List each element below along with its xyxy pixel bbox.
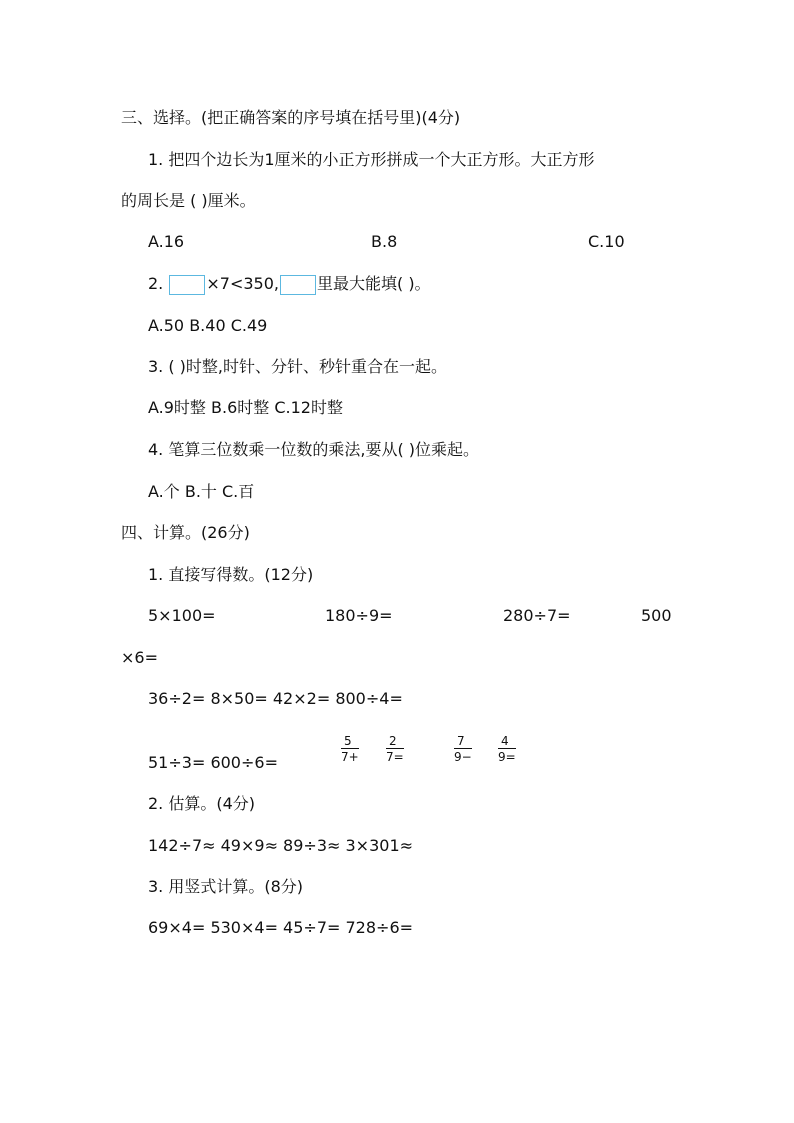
q1-option-b: B.8 (371, 232, 398, 251)
p3-row: 69×4= 530×4= 45÷7= 728÷6= (148, 918, 414, 937)
fraction-2-denominator: 7= (386, 750, 404, 764)
fraction-1 (341, 734, 359, 764)
q1-line2: 的周长是 ( )厘米。 (121, 191, 256, 210)
p1-row1-item4: 500 (641, 606, 672, 625)
p1-title: 1. 直接写得数。(12分) (148, 565, 314, 584)
q2-line (148, 274, 431, 295)
p1-row1-item3: 280÷7= (503, 606, 571, 625)
q2-part1: ×7<350, (206, 274, 279, 293)
fraction-1-denominator: 7+ (341, 750, 359, 764)
p1-row3: 51÷3= 600÷6= (148, 753, 278, 772)
q1-option-a: A.16 (148, 232, 185, 251)
q2-blank-box-1[interactable] (169, 275, 205, 295)
p3-title: 3. 用竖式计算。(8分) (148, 877, 304, 896)
fraction-2 (386, 734, 404, 764)
fraction-1-numerator: 5 (344, 734, 352, 748)
fraction-4 (498, 734, 516, 764)
q3-text: 3. ( )时整,时针、分针、秒针重合在一起。 (148, 357, 448, 376)
fraction-2-numerator: 2 (389, 734, 397, 748)
p1-row1-item2: 180÷9= (325, 606, 393, 625)
p1-row1-wrap: ×6= (121, 648, 158, 667)
q2-part2: 里最大能填( )。 (316, 274, 431, 293)
section3-heading: 三、选择。(把正确答案的序号填在括号里)(4分) (121, 108, 461, 127)
q2-number: 2. (148, 274, 164, 293)
q3-options: A.9时整 B.6时整 C.12时整 (148, 398, 343, 417)
fraction-4-numerator: 4 (501, 734, 509, 748)
q1-option-c: C.10 (588, 232, 625, 251)
fraction-4-denominator: 9= (498, 750, 516, 764)
fraction-3 (454, 734, 472, 764)
p2-title: 2. 估算。(4分) (148, 794, 256, 813)
q4-options: A.个 B.十 C.百 (148, 482, 255, 501)
fraction-3-numerator: 7 (457, 734, 465, 748)
q2-options: A.50 B.40 C.49 (148, 316, 268, 335)
fraction-3-denominator: 9− (454, 750, 472, 764)
p2-row: 142÷7≈ 49×9≈ 89÷3≈ 3×301≈ (148, 836, 414, 855)
p1-row1-item1: 5×100= (148, 606, 216, 625)
q1-line1: 1. 把四个边长为1厘米的小正方形拼成一个大正方形。大正方形 (148, 150, 595, 169)
q2-blank-box-2[interactable] (280, 275, 316, 295)
q4-text: 4. 笔算三位数乘一位数的乘法,要从( )位乘起。 (148, 440, 480, 459)
p1-row2: 36÷2= 8×50= 42×2= 800÷4= (148, 689, 403, 708)
section4-heading: 四、计算。(26分) (121, 523, 250, 542)
